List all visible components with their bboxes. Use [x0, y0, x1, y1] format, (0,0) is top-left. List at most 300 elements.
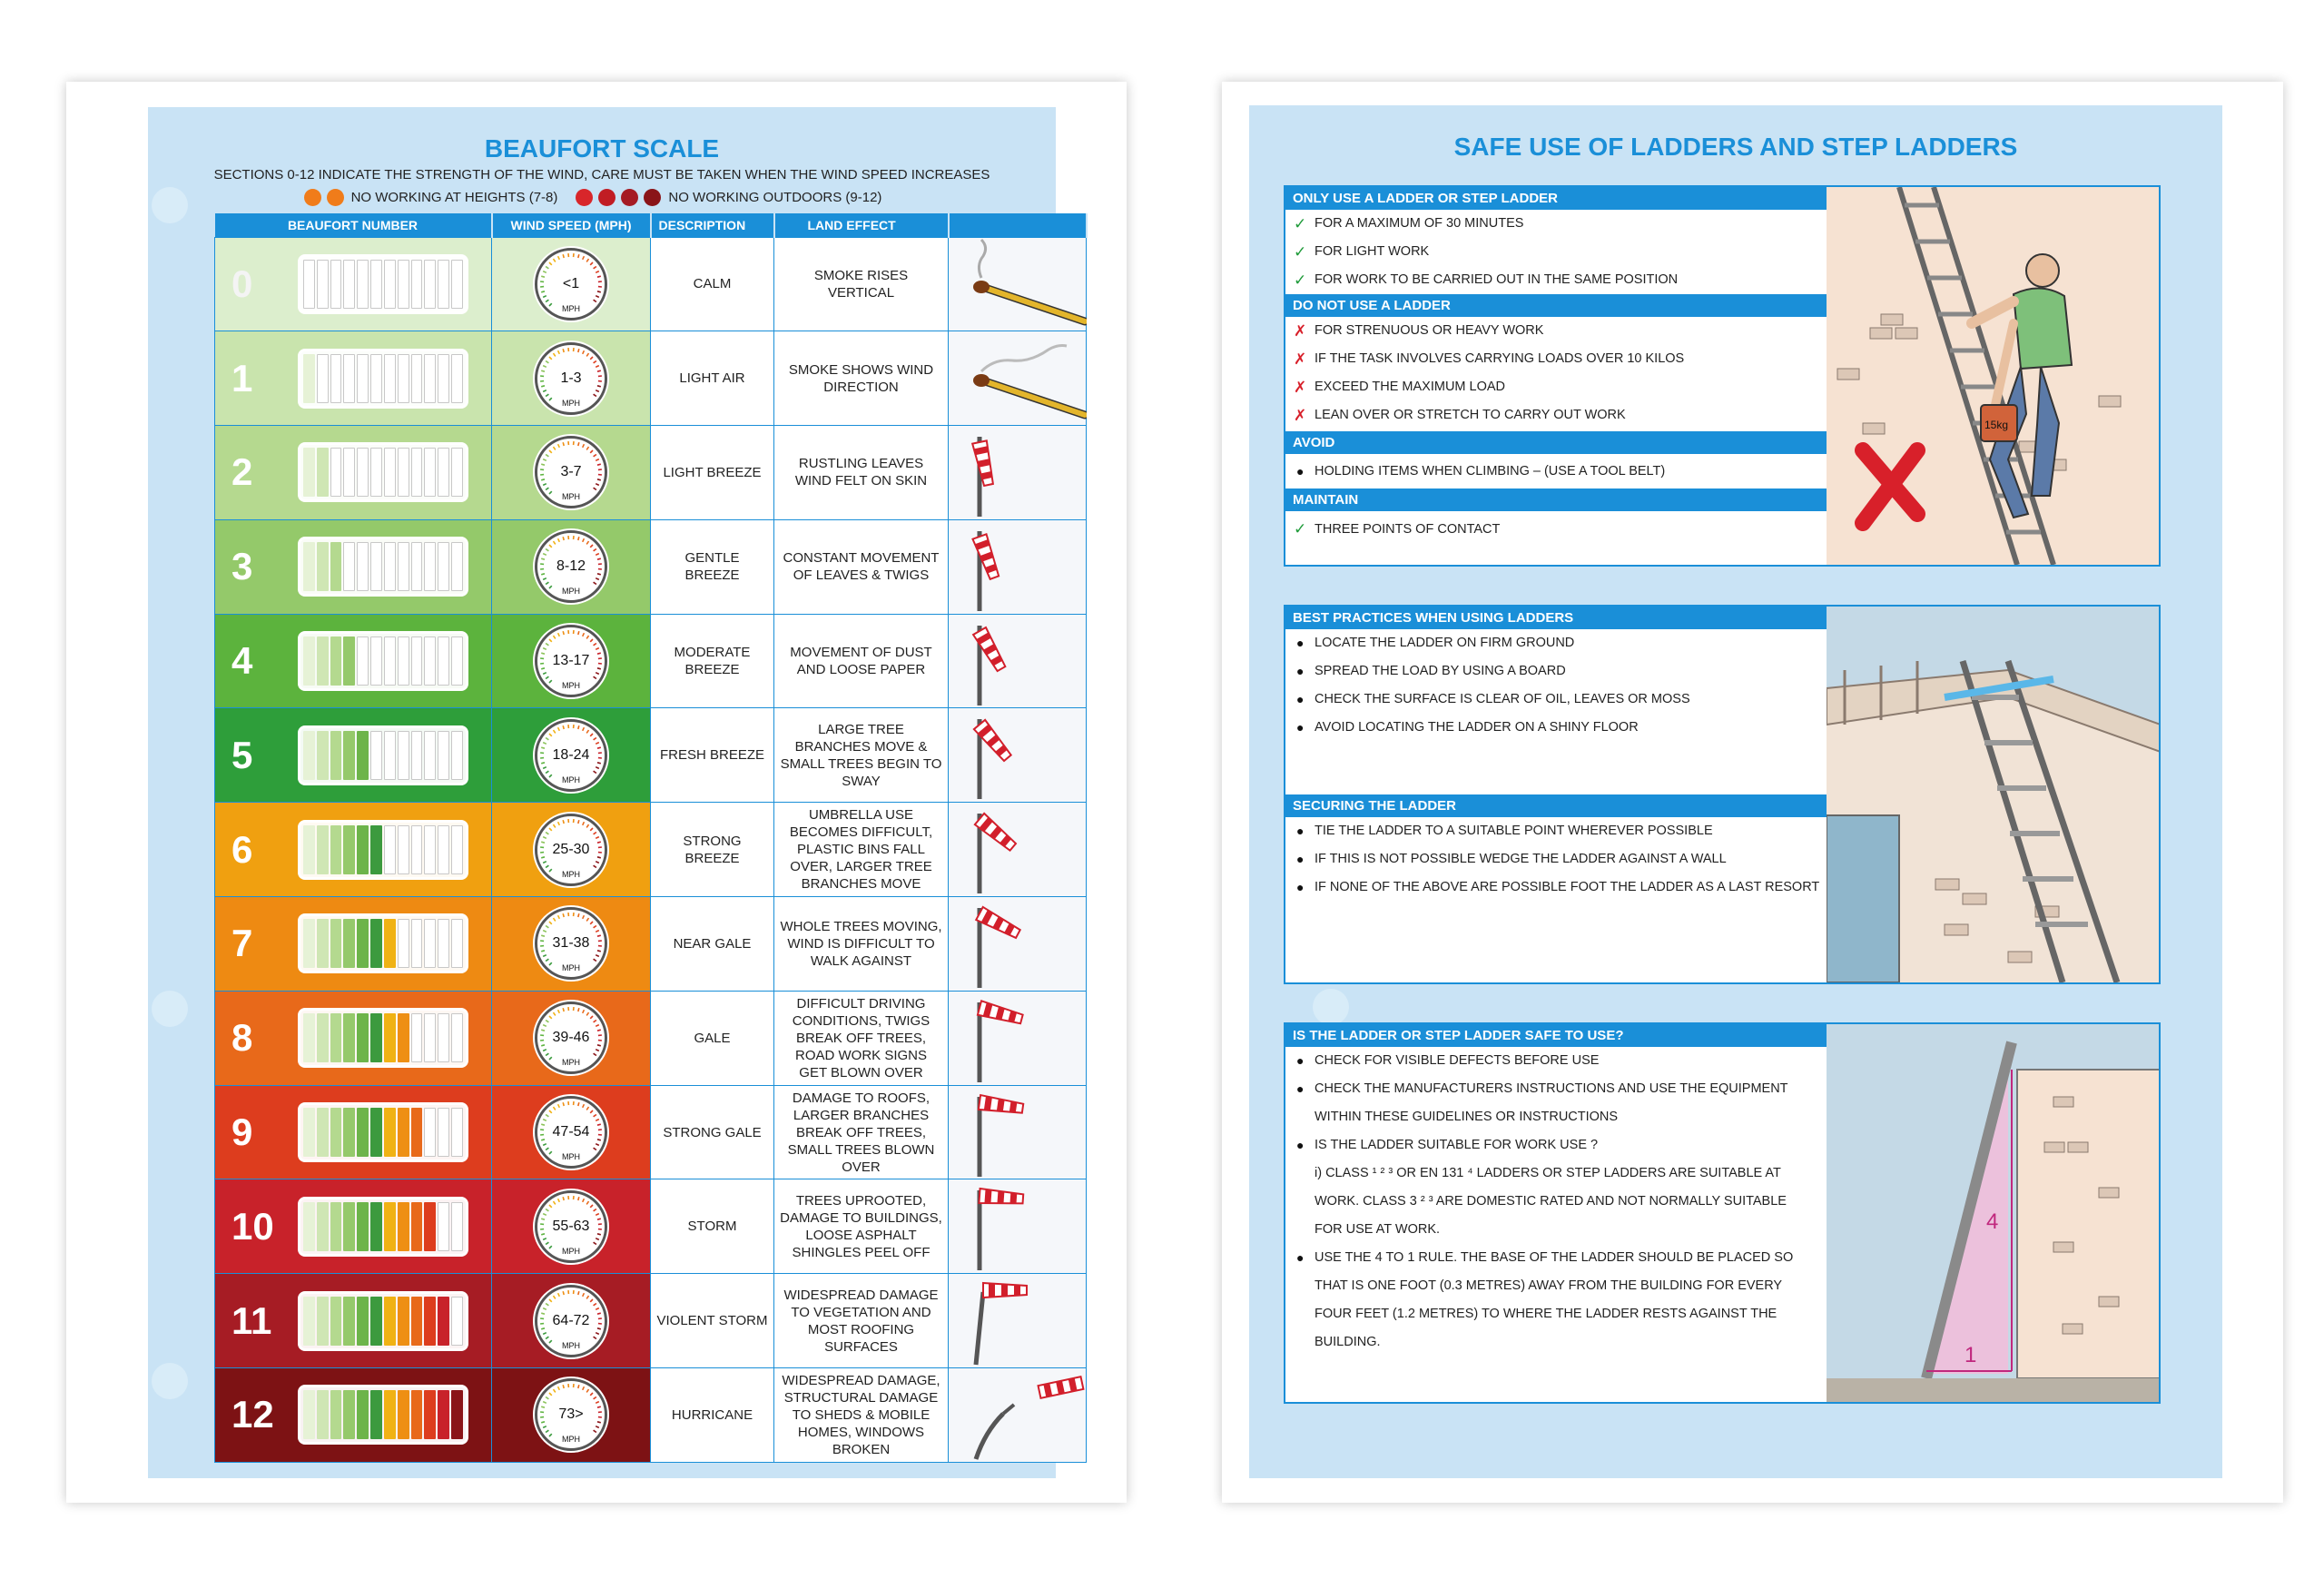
cross-icon: ✗	[1294, 322, 1307, 340]
strength-segment	[343, 919, 355, 968]
spacer	[1285, 742, 1827, 794]
strength-segment	[411, 731, 423, 780]
strength-segment	[424, 636, 436, 686]
bullet-icon: ●	[1296, 636, 1305, 650]
beaufort-number-cell	[215, 803, 492, 897]
list-item-text: TIE THE LADDER TO A SUITABLE POINT WHEREVER POSSIBLE	[1315, 824, 1713, 838]
strength-segment	[398, 1202, 409, 1251]
wind-speed-unit: MPH	[562, 1246, 580, 1256]
effect-illustration-cell	[949, 519, 1087, 614]
strength-segment	[370, 825, 382, 874]
bullet-icon: ●	[1296, 720, 1305, 735]
legend-dot	[621, 189, 638, 206]
strength-segment	[451, 1202, 463, 1251]
strength-bar	[298, 631, 468, 691]
strength-segment	[330, 1202, 342, 1251]
strength-bar	[298, 820, 468, 880]
wind-speed-unit: MPH	[562, 1340, 580, 1350]
wind-speed-cell	[492, 519, 651, 614]
strength-segment	[451, 1013, 463, 1062]
list-item-text: BUILDING.	[1315, 1335, 1381, 1349]
list-item	[1285, 511, 1827, 548]
header-description: DESCRIPTION	[651, 213, 774, 237]
strength-segment	[438, 448, 449, 497]
wind-speed-value: 55-63	[552, 1218, 590, 1234]
wind-description: STRONG GALE	[651, 1085, 774, 1179]
wind-description: LIGHT AIR	[651, 331, 774, 426]
land-effect: WIDESPREAD DAMAGE TO VEGETATION AND MOST ROOFING SURFACES	[774, 1274, 949, 1368]
effect-illustration-cell	[949, 1274, 1087, 1368]
strength-segment	[411, 448, 423, 497]
strength-bar	[298, 1385, 468, 1445]
list-item	[1285, 845, 1827, 873]
wind-speed-value: 8-12	[556, 558, 586, 575]
strength-segment	[343, 636, 355, 686]
list-item-text: EXCEED THE MAXIMUM LOAD	[1315, 380, 1506, 394]
effect-illustration-cell	[949, 991, 1087, 1085]
strength-segment	[357, 1202, 369, 1251]
table-row	[215, 1274, 1087, 1368]
strength-segment	[438, 636, 449, 686]
strength-segment	[303, 636, 315, 686]
beaufort-number: 12	[231, 1393, 274, 1436]
wind-speed-value: 25-30	[552, 841, 590, 857]
wind-description: LIGHT BREEZE	[651, 426, 774, 520]
strength-segment	[343, 542, 355, 591]
land-effect: TREES UPROOTED, DAMAGE TO BUILDINGS, LOOSE ASPHALT SHINGLES PEEL OFF	[774, 1179, 949, 1274]
effect-illustration-cell	[949, 897, 1087, 992]
beaufort-number: 11	[231, 1298, 272, 1342]
strength-segment	[384, 1108, 396, 1157]
strength-bar	[298, 254, 468, 314]
beaufort-number: 5	[231, 733, 253, 776]
beaufort-number-cell	[215, 614, 492, 708]
list-item	[1285, 266, 1827, 294]
beaufort-number: 9	[231, 1110, 253, 1154]
ladder-rules-text	[1285, 187, 1827, 565]
strength-segment	[370, 260, 382, 309]
strength-bar	[298, 349, 468, 409]
windsock-icon	[949, 1086, 1087, 1180]
safe-to-use-heading: IS THE LADDER OR STEP LADDER SAFE TO USE?	[1285, 1024, 1827, 1047]
wind-speed-cell	[492, 897, 651, 992]
legend-dot	[576, 189, 593, 206]
beaufort-number-cell	[215, 1179, 492, 1274]
strength-segment	[330, 260, 342, 309]
list-item-text: USE THE 4 TO 1 RULE. THE BASE OF THE LADDER SHOULD BE PLACED SO	[1315, 1250, 1794, 1265]
beaufort-number-cell	[215, 1085, 492, 1179]
table-row	[215, 237, 1087, 331]
strength-segment	[370, 1297, 382, 1346]
wind-speed-gauge	[535, 530, 607, 603]
beaufort-subtitle: SECTIONS 0-12 INDICATE THE STRENGTH OF THE WIND, CARE MUST BE TAKEN WHEN THE WIND SPEED INCREASES	[213, 167, 990, 183]
windsock-icon	[949, 803, 1087, 897]
bullet-icon: ●	[1296, 664, 1305, 678]
list-item	[1285, 1244, 1827, 1272]
strength-segment	[384, 448, 396, 497]
strength-segment	[370, 1108, 382, 1157]
punch-hole	[1313, 989, 1349, 1025]
wind-description: HURRICANE	[651, 1368, 774, 1463]
strength-segment	[330, 919, 342, 968]
strength-segment	[317, 1297, 329, 1346]
strength-segment	[303, 1013, 315, 1062]
strength-segment	[384, 260, 396, 309]
list-item	[1285, 686, 1827, 714]
wind-speed-value: 1-3	[560, 370, 582, 386]
wind-speed-cell	[492, 1368, 651, 1463]
beaufort-number-cell	[215, 331, 492, 426]
strength-segment	[438, 731, 449, 780]
beaufort-number-cell	[215, 237, 492, 331]
strength-segment	[398, 825, 409, 874]
effect-illustration-cell	[949, 1085, 1087, 1179]
strength-segment	[424, 1108, 436, 1157]
strength-segment	[438, 1297, 449, 1346]
climbing-man-ladder-icon	[1827, 187, 2159, 565]
table-row	[215, 519, 1087, 614]
strength-segment	[317, 1202, 329, 1251]
strength-segment	[330, 448, 342, 497]
wind-speed-gauge	[535, 625, 607, 697]
list-item-text: IF THIS IS NOT POSSIBLE WEDGE THE LADDER AGAINST A WALL	[1315, 852, 1727, 866]
strength-segment	[438, 1013, 449, 1062]
list-item-text: CHECK FOR VISIBLE DEFECTS BEFORE USE	[1315, 1053, 1600, 1068]
list-item	[1285, 1300, 1827, 1328]
legend-dot	[327, 189, 344, 206]
strength-segment	[343, 1202, 355, 1251]
strength-segment	[451, 354, 463, 403]
strength-segment	[370, 354, 382, 403]
strength-segment	[330, 825, 342, 874]
strength-segment	[317, 731, 329, 780]
cross-icon: ✗	[1294, 407, 1307, 424]
tied-ladder-roof-icon	[1827, 607, 2159, 982]
strength-segment	[384, 354, 396, 403]
wind-speed-unit: MPH	[562, 303, 580, 313]
table-row	[215, 1085, 1087, 1179]
list-item	[1285, 345, 1827, 373]
strength-segment	[451, 1108, 463, 1157]
strength-segment	[411, 636, 423, 686]
legend-dot	[304, 189, 321, 206]
strength-segment	[424, 825, 436, 874]
four-to-one-illustration	[1827, 1024, 2159, 1402]
wind-speed-gauge	[535, 1096, 607, 1169]
strength-segment	[357, 825, 369, 874]
strength-segment	[398, 1297, 409, 1346]
beaufort-number-cell	[215, 1274, 492, 1368]
wind-speed-gauge	[535, 248, 607, 321]
land-effect: DAMAGE TO ROOFS, LARGER BRANCHES BREAK OFF TREES, SMALL TREES BLOWN OVER	[774, 1085, 949, 1179]
list-item	[1285, 454, 1827, 488]
strength-segment	[330, 542, 342, 591]
strength-segment	[370, 542, 382, 591]
strength-segment	[384, 542, 396, 591]
strength-segment	[424, 919, 436, 968]
windsock-icon	[949, 615, 1087, 709]
strength-segment	[330, 1013, 342, 1062]
beaufort-number-cell	[215, 519, 492, 614]
table-row	[215, 1368, 1087, 1463]
strength-bar	[298, 1008, 468, 1068]
beaufort-number-cell	[215, 426, 492, 520]
strength-segment	[424, 1390, 436, 1439]
strength-segment	[411, 260, 423, 309]
beaufort-number: 10	[231, 1204, 274, 1248]
punch-hole	[152, 991, 188, 1027]
list-item-text: FOR WORK TO BE CARRIED OUT IN THE SAME POSITION	[1315, 272, 1679, 287]
securing-heading: SECURING THE LADDER	[1285, 794, 1827, 817]
avoid-heading: AVOID	[1285, 431, 1827, 454]
effect-illustration-cell	[949, 614, 1087, 708]
list-item	[1285, 1188, 1827, 1216]
strength-segment	[398, 731, 409, 780]
legend-outdoors-label: NO WORKING OUTDOORS (9-12)	[668, 190, 882, 205]
strength-segment	[384, 636, 396, 686]
land-effect: LARGE TREE BRANCHES MOVE & SMALL TREES BEGIN TO SWAY	[774, 708, 949, 803]
effect-illustration-cell	[949, 426, 1087, 520]
strength-segment	[303, 1202, 315, 1251]
strength-segment	[398, 260, 409, 309]
strength-segment	[303, 260, 315, 309]
list-item-text: FOR STRENUOUS OR HEAVY WORK	[1315, 323, 1544, 338]
strength-segment	[384, 825, 396, 874]
wind-speed-cell	[492, 331, 651, 426]
strength-segment	[357, 919, 369, 968]
strength-segment	[384, 1297, 396, 1346]
strength-segment	[424, 448, 436, 497]
list-item-text: CHECK THE MANUFACTURERS INSTRUCTIONS AND USE THE EQUIPMENT	[1315, 1081, 1788, 1096]
strength-segment	[330, 354, 342, 403]
punch-hole	[152, 1363, 188, 1399]
four-to-one-rule-icon	[1827, 1024, 2159, 1402]
do-not-use-heading: DO NOT USE A LADDER	[1285, 294, 1827, 317]
ladder-rules-box	[1284, 185, 2161, 567]
strength-segment	[411, 354, 423, 403]
strength-segment	[411, 825, 423, 874]
strength-segment	[357, 542, 369, 591]
strength-segment	[384, 1202, 396, 1251]
strength-bar	[298, 1291, 468, 1351]
wind-speed-cell	[492, 708, 651, 803]
strength-segment	[303, 448, 315, 497]
list-item	[1285, 1047, 1827, 1075]
strength-segment	[317, 1013, 329, 1062]
strength-segment	[317, 354, 329, 403]
land-effect: SMOKE SHOWS WIND DIRECTION	[774, 331, 949, 426]
strength-segment	[303, 1297, 315, 1346]
list-item-text: LOCATE THE LADDER ON FIRM GROUND	[1315, 636, 1575, 650]
ladder-safety-check-text	[1285, 1024, 1827, 1402]
wind-speed-gauge	[535, 342, 607, 415]
tick-icon: ✓	[1294, 271, 1307, 289]
wind-speed-unit: MPH	[562, 492, 580, 502]
strength-segment	[303, 354, 315, 403]
list-item	[1285, 238, 1827, 266]
strength-segment	[303, 1108, 315, 1157]
list-item-text: IF NONE OF THE ABOVE ARE POSSIBLE FOOT THE LADDER AS A LAST RESORT	[1315, 880, 1820, 894]
only-use-heading: ONLY USE A LADDER OR STEP LADDER	[1285, 187, 1827, 210]
strength-bar	[298, 1102, 468, 1162]
wind-speed-value: 13-17	[552, 653, 590, 669]
list-item-text: THREE POINTS OF CONTACT	[1315, 522, 1501, 537]
beaufort-number-cell	[215, 1368, 492, 1463]
wind-speed-cell	[492, 614, 651, 708]
effect-illustration-cell	[949, 1179, 1087, 1274]
strength-segment	[411, 1108, 423, 1157]
strength-segment	[398, 919, 409, 968]
strength-segment	[343, 260, 355, 309]
strength-segment	[343, 354, 355, 403]
strength-segment	[317, 542, 329, 591]
list-item	[1285, 817, 1827, 845]
strength-bar	[298, 537, 468, 597]
beaufort-number: 3	[231, 545, 253, 588]
strength-segment	[357, 448, 369, 497]
strength-bar	[298, 725, 468, 785]
strength-segment	[317, 919, 329, 968]
list-item-text: AVOID LOCATING THE LADDER ON A SHINY FLOOR	[1315, 720, 1639, 735]
list-item-text: i) CLASS ¹ ² ³ OR EN 131 ⁴ LADDERS OR STEP LADDERS ARE SUITABLE AT	[1315, 1166, 1781, 1180]
strength-segment	[451, 731, 463, 780]
wind-description: CALM	[651, 237, 774, 331]
strength-segment	[384, 1390, 396, 1439]
strength-segment	[398, 1390, 409, 1439]
wind-speed-value: 39-46	[552, 1030, 590, 1046]
strength-segment	[451, 636, 463, 686]
beaufort-title: BEAUFORT SCALE	[484, 134, 720, 163]
table-row	[215, 1179, 1087, 1274]
legend-outdoors-dots	[576, 189, 666, 206]
windsock-icon	[949, 426, 1087, 520]
beaufort-number: 1	[231, 356, 253, 400]
windsock-broken-icon	[949, 1368, 1087, 1463]
beaufort-panel	[148, 107, 1056, 1478]
ladders-title: SAFE USE OF LADDERS AND STEP LADDERS	[1453, 133, 2018, 161]
bullet-icon: ●	[1296, 852, 1305, 866]
beaufort-sheet	[66, 82, 1127, 1503]
only-use-list	[1285, 210, 1827, 294]
beaufort-number: 0	[231, 262, 253, 305]
strength-segment	[343, 1390, 355, 1439]
list-item	[1285, 373, 1827, 401]
header-icon	[949, 213, 1087, 237]
bullet-icon: ●	[1296, 692, 1305, 706]
list-item-text: LEAN OVER OR STRETCH TO CARRY OUT WORK	[1315, 408, 1626, 422]
strength-bar	[298, 442, 468, 502]
wind-speed-gauge	[535, 1378, 607, 1451]
effect-illustration-cell	[949, 803, 1087, 897]
list-item	[1285, 1272, 1827, 1300]
strength-segment	[451, 542, 463, 591]
list-item	[1285, 1216, 1827, 1244]
strength-segment	[424, 1297, 436, 1346]
list-item	[1285, 629, 1827, 657]
strength-segment	[398, 1108, 409, 1157]
strength-segment	[438, 260, 449, 309]
header-beaufort-number: BEAUFORT NUMBER	[215, 213, 492, 237]
strength-segment	[317, 825, 329, 874]
effect-illustration-cell	[949, 1368, 1087, 1463]
maintain-heading: MAINTAIN	[1285, 488, 1827, 511]
list-item-text: FOUR FEET (1.2 METRES) TO WHERE THE LADDER RESTS AGAINST THE	[1315, 1307, 1777, 1321]
wind-speed-unit: MPH	[562, 963, 580, 973]
wind-speed-cell	[492, 803, 651, 897]
wind-speed-gauge	[535, 1285, 607, 1357]
strength-segment	[451, 919, 463, 968]
list-item-text: CHECK THE SURFACE IS CLEAR OF OIL, LEAVES OR MOSS	[1315, 692, 1690, 706]
cross-icon: ✗	[1294, 350, 1307, 368]
wind-speed-unit: MPH	[562, 681, 580, 691]
strength-segment	[330, 636, 342, 686]
strength-segment	[357, 354, 369, 403]
strength-segment	[411, 542, 423, 591]
strength-segment	[424, 1202, 436, 1251]
list-item-text: IF THE TASK INVOLVES CARRYING LOADS OVER 10 KILOS	[1315, 351, 1685, 366]
list-item	[1285, 1328, 1827, 1357]
wind-speed-cell	[492, 1085, 651, 1179]
strength-segment	[411, 1202, 423, 1251]
ladder-practices-text	[1285, 607, 1827, 982]
ladder-practices-box	[1284, 605, 2161, 984]
list-item-text: WITHIN THESE GUIDELINES OR INSTRUCTIONS	[1315, 1110, 1619, 1124]
wind-speed-cell	[492, 1179, 651, 1274]
bucket-weight-label: 15kg	[1984, 419, 2009, 431]
ladders-sheet	[1222, 82, 2283, 1503]
wind-description: GENTLE BREEZE	[651, 519, 774, 614]
strength-segment	[411, 1297, 423, 1346]
strength-segment	[343, 731, 355, 780]
header-land-effect: LAND EFFECT	[774, 213, 949, 237]
header-wind-speed: WIND SPEED (MPH)	[492, 213, 651, 237]
strength-segment	[303, 919, 315, 968]
wind-speed-unit: MPH	[562, 1435, 580, 1445]
list-item-text: FOR A MAXIMUM OF 30 MINUTES	[1315, 216, 1524, 231]
list-item	[1285, 210, 1827, 238]
list-item-text: HOLDING ITEMS WHEN CLIMBING – (USE A TOOL BELT)	[1315, 464, 1666, 479]
table-row	[215, 426, 1087, 520]
strength-segment	[411, 1013, 423, 1062]
list-item-text: FOR USE AT WORK.	[1315, 1222, 1441, 1237]
table-row	[215, 803, 1087, 897]
wind-speed-cell	[492, 1274, 651, 1368]
strength-segment	[451, 1297, 463, 1346]
wind-speed-unit: MPH	[562, 775, 580, 784]
best-practices-heading: BEST PRACTICES WHEN USING LADDERS	[1285, 607, 1827, 629]
strength-segment	[357, 731, 369, 780]
strength-segment	[424, 1013, 436, 1062]
strength-segment	[411, 1390, 423, 1439]
wind-speed-unit: MPH	[562, 869, 580, 879]
wind-description: STORM	[651, 1179, 774, 1274]
strength-segment	[357, 1013, 369, 1062]
bullet-icon: ●	[1296, 1053, 1305, 1068]
beaufort-number-cell	[215, 897, 492, 992]
effect-illustration-cell	[949, 708, 1087, 803]
safe-to-use-list	[1285, 1047, 1827, 1357]
beaufort-number: 6	[231, 827, 253, 871]
bullet-icon: ●	[1296, 880, 1305, 894]
strength-segment	[303, 825, 315, 874]
wind-speed-cell	[492, 426, 651, 520]
table-row	[215, 991, 1087, 1085]
beaufort-number: 2	[231, 450, 253, 494]
table-row	[215, 897, 1087, 992]
wind-speed-gauge	[535, 1002, 607, 1074]
strength-segment	[370, 448, 382, 497]
strength-segment	[330, 1108, 342, 1157]
